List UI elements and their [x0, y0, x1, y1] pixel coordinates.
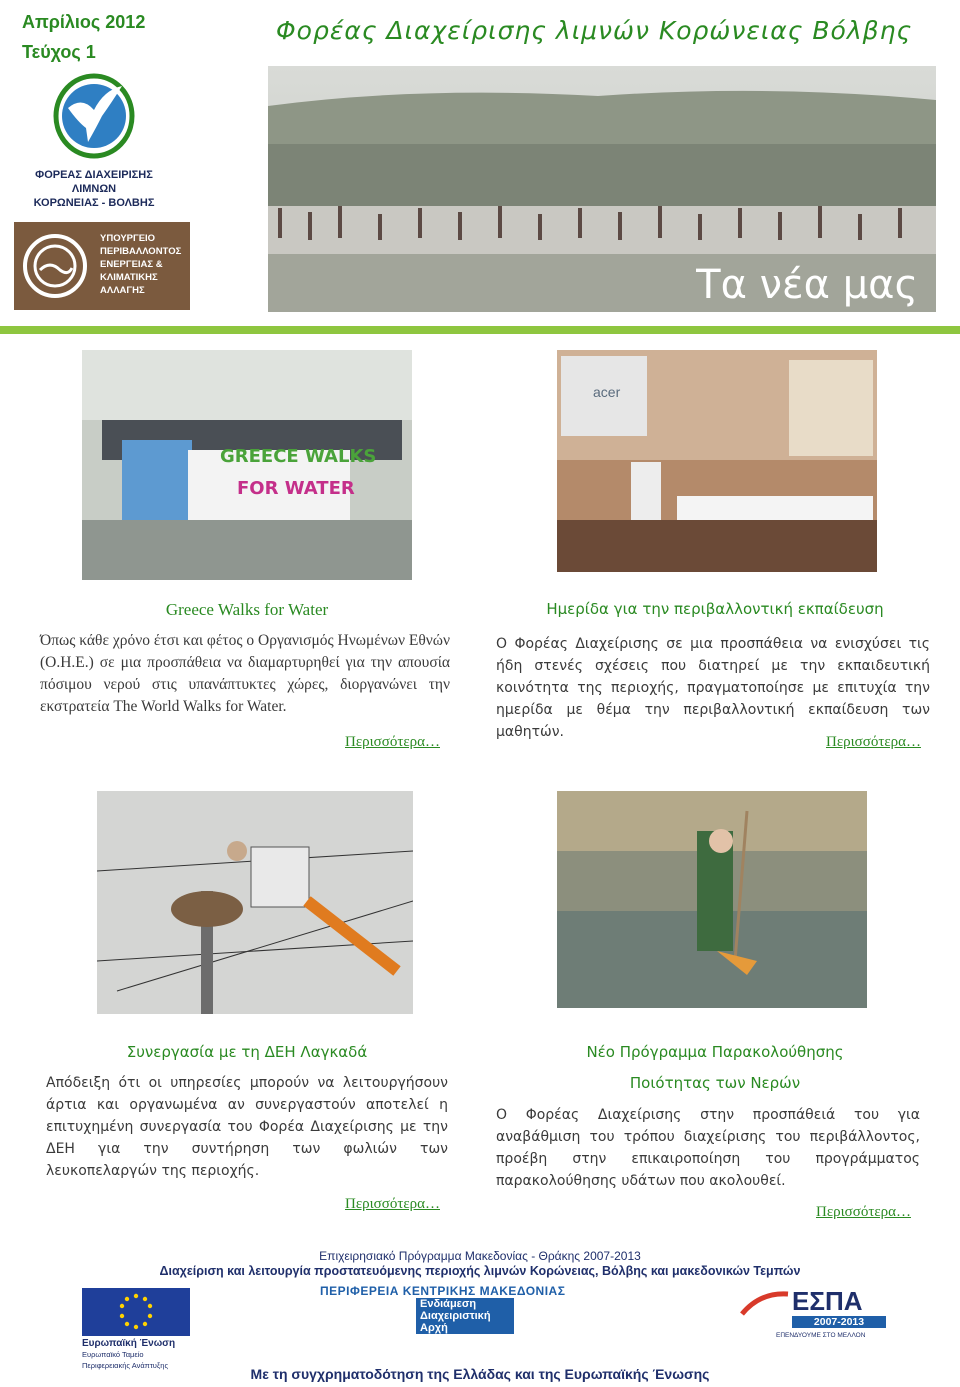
article-3-body: Απόδειξη ότι οι υπηρεσίες μπορούν να λειτουργήσουν άρτια και οργανωμένα αν συνεργαστούν αποτελεί η επιτυχημένη συνεργασία του Φορέα Διαχείρισης με την ΔΕΗ για την συντήρηση των φωλιών των λευκοπελαργών της περιοχής.: [46, 1075, 448, 1179]
article-4-body: Ο Φορέας Διαχείρισης στην προσπάθειά του για αναβάθμιση του τρόπου διαχείρισης του περιβάλλοντος, προέβη στην επικαιροποίηση του προγράμματος παρακολούθησης υδάτων που ακολουθεί.: [496, 1107, 920, 1189]
logo-text-line: ΚΟΡΩΝΕΙΑΣ - ΒΟΛΒΗΣ: [33, 197, 155, 209]
article-1-photo: [82, 350, 412, 580]
eu-flag: [82, 1288, 190, 1336]
article-1-title: Greece Walks for Water: [165, 600, 329, 619]
espa-logo: [740, 1286, 890, 1342]
article-1-body: Όπως κάθε χρόνο έτσι και φέτος ο Οργανισμός Ηνωμένων Εθνών (Ο.Η.Ε.) σε μια προσπάθεια να διαμαρτυρηθεί για την απουσία πόσιμου νερού στις υπανάπτυκτες χώρες, διοργανώνει την εκστρατεία The World Walks for Water.: [40, 632, 450, 715]
article-3-read-more-link[interactable]: Περισσότερα…: [345, 1196, 440, 1212]
organization-logo-text: [14, 168, 174, 210]
eu-caption-line: Ευρωπαϊκή Ένωση: [82, 1338, 176, 1349]
region-name: ΠΕΡΙΦΕΡΕΙΑ ΚΕΝΤΡΙΚΗΣ ΜΑΚΕΔΟΝΙΑΣ: [320, 1284, 566, 1298]
espa-swoosh-icon: [740, 1288, 790, 1318]
eu-caption-line: Ευρωπαϊκό Ταμείο: [82, 1350, 144, 1359]
ministry-text-line: ΥΠΟΥΡΓΕΙΟ: [100, 233, 156, 244]
ministry-text-line: ΕΝΕΡΓΕΙΑΣ &: [100, 259, 163, 270]
article-2-read-more-link[interactable]: Περισσότερα…: [826, 734, 921, 750]
eu-stars-icon: [82, 1288, 190, 1336]
issue-date: Απρίλιος 2012: [22, 12, 146, 32]
ministry-text-line: ΚΛΙΜΑΤΙΚΗΣ: [100, 272, 158, 283]
article-3-title: Συνεργασία με τη ΔΕΗ Λαγκαδά: [126, 1043, 368, 1061]
espa-title: ΕΣΠΑ: [792, 1286, 863, 1316]
article-4-subtitle: Ποιότητας των Νερών: [629, 1074, 801, 1092]
region-logo: [320, 1284, 620, 1334]
article-2-title: Ημερίδα για την περιβαλλοντική εκπαίδευση: [546, 600, 884, 618]
bird-logo-icon: [50, 68, 140, 166]
banner-caption: Τα νέα μας: [696, 262, 918, 308]
banner-text-1: GREECE WALKS: [220, 446, 377, 467]
espa-subtitle: ΕΠΕΝΔΥΟΥΜΕ ΣΤΟ ΜΕΛΛΟΝ: [776, 1332, 866, 1339]
footer-project: Διαχείριση και λειτουργία προστατευόμενης περιοχής λιμνών Κορώνειας, Βόλβης και μακεδονικών Τεμπών: [159, 1264, 801, 1278]
article-3-photo: [97, 791, 413, 1014]
article-4-photo: [557, 791, 867, 1008]
header-divider: [0, 326, 960, 334]
ministry-emblem-icon: [20, 230, 90, 302]
water-sampling-image: [557, 791, 867, 1008]
article-2-photo: [557, 350, 877, 572]
banner-text-2: FOR WATER: [237, 478, 355, 499]
footer-program: Επιχειρησιακό Πρόγραμμα Μακεδονίας - Θράκης 2007-2013: [319, 1249, 641, 1263]
eu-caption-line: Περιφερειακής Ανάπτυξης: [82, 1361, 169, 1370]
organization-logo: [50, 68, 140, 166]
ministry-text-line: ΑΛΛΑΓΗΣ: [100, 285, 145, 296]
ministry-logo: [14, 222, 190, 310]
region-authority-line: Ενδιάμεση: [416, 1298, 514, 1310]
ministry-text-line: ΠΕΡΙΒΑΛΛΟΝΤΟΣ: [100, 246, 182, 257]
issue-number: Τεύχος 1: [22, 42, 96, 62]
footer-cofinance: Με τη συγχρηματοδότηση της Ελλάδας και της Ευρωπαϊκής Ένωσης: [250, 1366, 710, 1382]
stork-nest-image: [97, 791, 413, 1014]
article-1-read-more-link[interactable]: Περισσότερα…: [345, 734, 440, 750]
projector-screen-text: acer: [593, 384, 621, 400]
article-2-body: Ο Φορέας Διαχείρισης σε μια προσπάθεια να ενισχύσει τις ήδη στενές σχέσεις που διατηρεί με την εκπαιδευτική κοινότητα της περιοχής, πραγματοποίησε με επιτυχία την ημερίδα με θέμα την περιβαλλοντική εκπαίδευση των μαθητών.: [496, 636, 930, 740]
article-4-read-more-link[interactable]: Περισσότερα…: [816, 1204, 911, 1220]
region-authority-line: Αρχή: [416, 1322, 514, 1334]
logo-text-line: ΦΟΡΕΑΣ ΔΙΑΧΕΙΡΙΣΗΣ ΛΙΜΝΩΝ: [35, 169, 153, 195]
region-authority-line: Διαχειριστική: [416, 1310, 514, 1322]
espa-years: 2007-2013: [792, 1316, 886, 1328]
article-4-title: Νέο Πρόγραμμα Παρακολούθησης: [586, 1043, 844, 1061]
banner-photo: [268, 66, 936, 312]
masthead-title: Φορέας Διαχείρισης λιμνών Κορώνειας Βόλβης: [276, 16, 913, 45]
